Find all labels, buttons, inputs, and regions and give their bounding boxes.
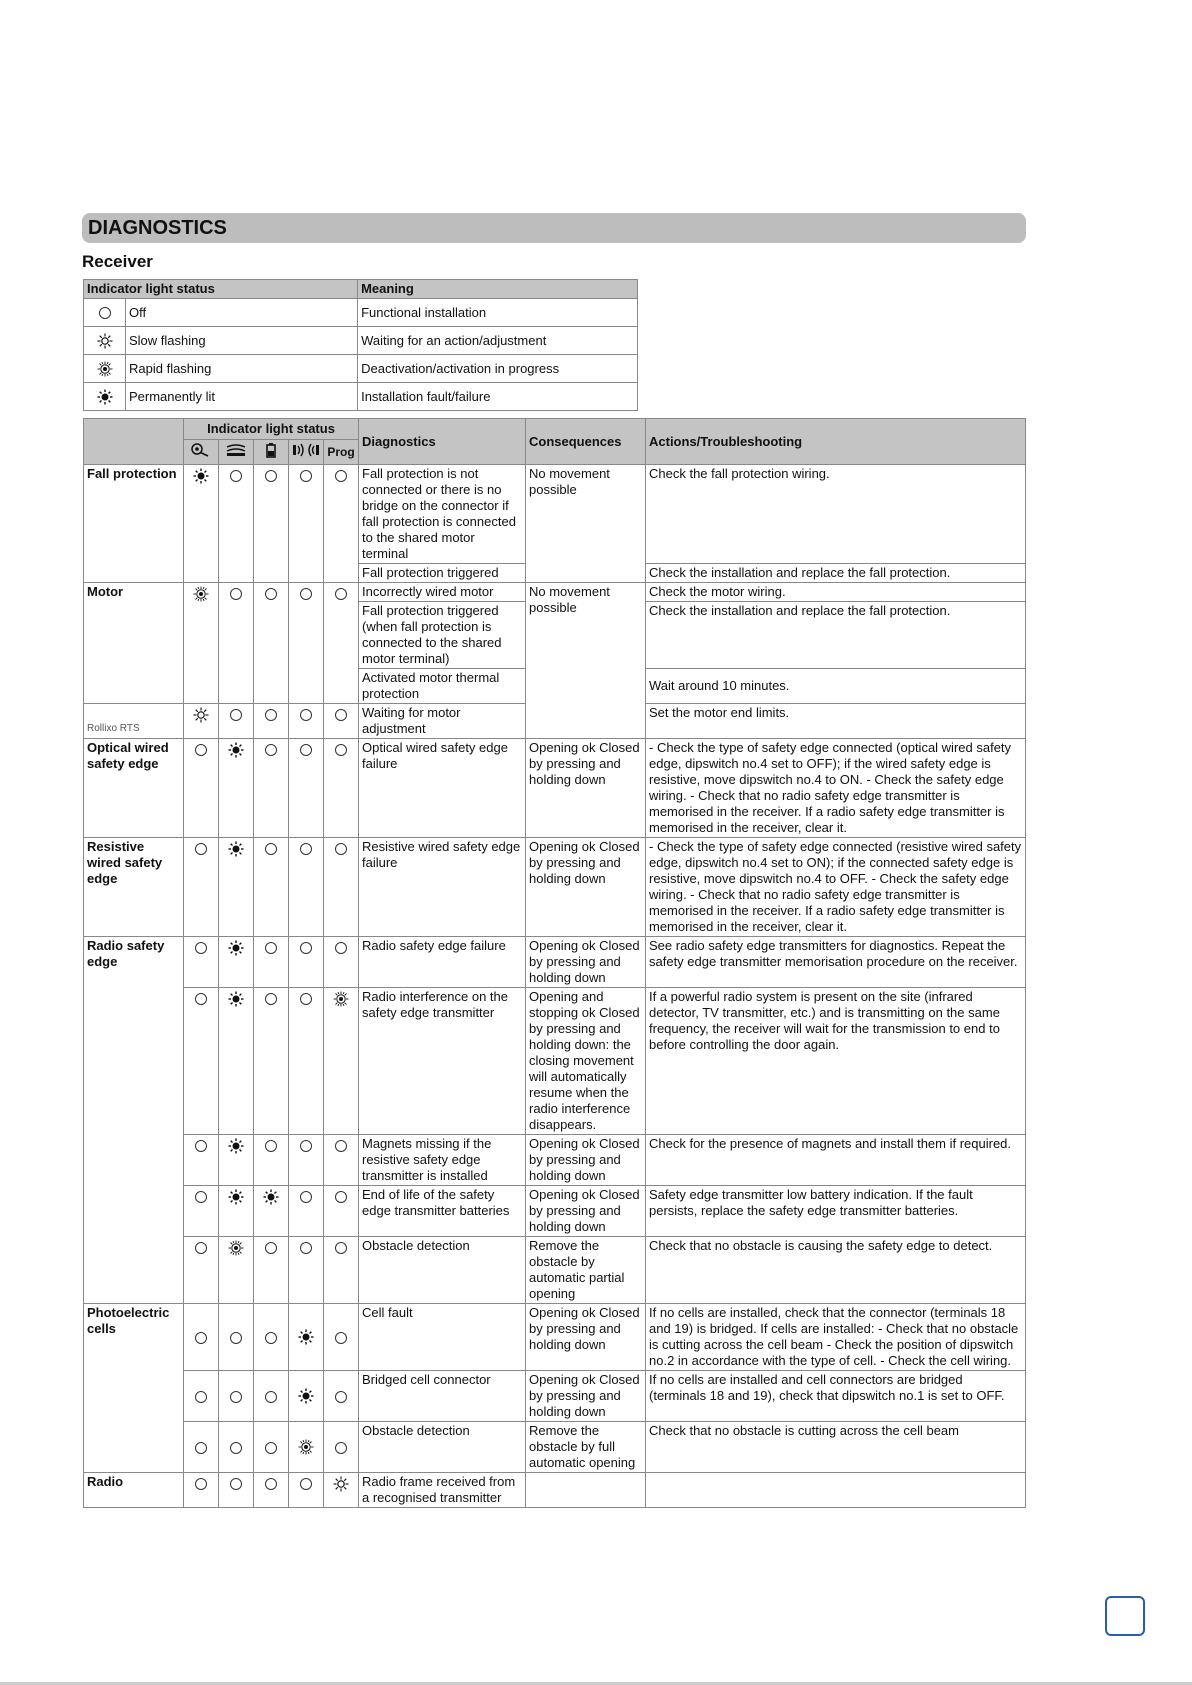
consequences-cell: No movement possible: [526, 583, 646, 739]
off-icon: [324, 937, 359, 988]
actions-cell: Check that no obstacle is cutting across the cell beam: [646, 1422, 1026, 1473]
table-row: [84, 988, 1026, 1135]
consequences-cell: Opening ok Closed by pressing and holding down: [526, 1186, 646, 1237]
actions-cell: Set the motor end limits.: [646, 704, 1026, 739]
table-row: [84, 1371, 1026, 1422]
diagnostics-cell: Resistive wired safety edge failure: [359, 838, 526, 937]
consequences-cell: Remove the obstacle by full automatic opening: [526, 1422, 646, 1473]
table-row: [84, 1473, 1026, 1508]
off-icon: [184, 988, 219, 1135]
off-icon: [184, 937, 219, 988]
legend-header-row: [84, 280, 638, 299]
legend-meaning: Installation fault/failure: [358, 383, 638, 411]
off-icon: [219, 1473, 254, 1508]
slow-flash-icon: [84, 327, 126, 355]
off-icon: [254, 1237, 289, 1304]
off-icon: [254, 465, 289, 583]
off-icon: [254, 739, 289, 838]
legend-status: Off: [126, 299, 358, 327]
rapid-flash-icon: [184, 583, 219, 704]
consequences-cell: Opening ok Closed by pressing and holding down: [526, 1371, 646, 1422]
table-row: [84, 838, 1026, 937]
table-row: [84, 1422, 1026, 1473]
diagnostics-cell: Fall protection is not connected or there is no bridge on the connector if fall protection is connected to the shared motor terminal: [359, 465, 526, 564]
off-icon: [324, 704, 359, 739]
off-icon: [219, 1371, 254, 1422]
header-diagnostics: Diagnostics: [359, 419, 526, 465]
off-icon: [184, 1186, 219, 1237]
category-cell: Radio: [84, 1473, 184, 1508]
actions-cell: Check the fall protection wiring.: [646, 465, 1026, 564]
consequences-cell: Opening and stopping ok Closed by pressing and holding down: the closing movement will automatically resume when the radio interference disappears.: [526, 988, 646, 1135]
category-cell: Fall protection: [84, 465, 184, 583]
header-status: Indicator light status: [184, 419, 359, 440]
table-row: [84, 465, 1026, 564]
legend-meaning: Functional installation: [358, 299, 638, 327]
consequences-cell: No movement possible: [526, 465, 646, 583]
battery-icon: [254, 440, 289, 465]
category-cell: Optical wired safety edge: [84, 739, 184, 838]
actions-cell: Check the motor wiring.: [646, 583, 1026, 602]
slow-flash-icon: [184, 704, 219, 739]
off-icon: [219, 465, 254, 583]
actions-cell: If a powerful radio system is present on the site (infrared detector, TV transmitter, etc.) and is transmitting on the same frequency, the receiver will wait for the transmission to end to before controlling the door again.: [646, 988, 1026, 1135]
diagnostics-cell: Fall protection triggered (when fall protection is connected to the shared motor terminal): [359, 602, 526, 669]
off-icon: [254, 1473, 289, 1508]
lit-icon: [289, 1304, 324, 1371]
category-cell: Motor: [84, 583, 184, 704]
header-consequences: Consequences: [526, 419, 646, 465]
off-icon: [324, 1371, 359, 1422]
diagnostics-cell: Optical wired safety edge failure: [359, 739, 526, 838]
off-icon: [184, 739, 219, 838]
off-icon: [254, 1304, 289, 1371]
key-icon: [184, 440, 219, 465]
off-icon: [324, 1422, 359, 1473]
diagnostics-cell: Magnets missing if the resistive safety edge transmitter is installed: [359, 1135, 526, 1186]
legend-meaning: Deactivation/activation in progress: [358, 355, 638, 383]
off-icon: [289, 583, 324, 704]
off-icon: [219, 583, 254, 704]
actions-cell: Wait around 10 minutes.: [646, 669, 1026, 704]
table-row: [84, 1135, 1026, 1186]
off-icon: [184, 1135, 219, 1186]
page-number-box: [1105, 1596, 1145, 1636]
actions-cell: Check the installation and replace the fall protection.: [646, 602, 1026, 669]
legend-status: Slow flashing: [126, 327, 358, 355]
off-icon: [289, 1237, 324, 1304]
legend-row: [84, 327, 638, 355]
off-icon: [324, 1237, 359, 1304]
off-icon: [289, 1473, 324, 1508]
off-icon: [324, 838, 359, 937]
diagnostics-cell: Activated motor thermal protection: [359, 669, 526, 704]
diagnostics-cell: Obstacle detection: [359, 1422, 526, 1473]
off-icon: [254, 583, 289, 704]
section-title: DIAGNOSTICS: [88, 217, 227, 239]
off-icon: [254, 704, 289, 739]
rapid-flash-icon: [289, 1422, 324, 1473]
off-icon: [289, 838, 324, 937]
lit-icon: [219, 1186, 254, 1237]
off-icon: [254, 937, 289, 988]
actions-cell: If no cells are installed, check that the connector (terminals 18 and 19) is bridged. If cells are installed: - Check that no obstacle is cutting across the cell beam - Check the position of dipswitch no.2 in accordance with the type of cell. - Check the cell wiring.: [646, 1304, 1026, 1371]
off-icon: [289, 465, 324, 583]
off-icon: [324, 583, 359, 704]
off-icon: [289, 1135, 324, 1186]
actions-cell: Check for the presence of magnets and install them if required.: [646, 1135, 1026, 1186]
diagnostics-cell: Waiting for motor adjustment: [359, 704, 526, 739]
cells-icon: [289, 440, 324, 465]
consequences-cell: Opening ok Closed by pressing and holding down: [526, 1304, 646, 1371]
off-icon: [254, 1135, 289, 1186]
lit-icon: [219, 937, 254, 988]
off-icon: [324, 1135, 359, 1186]
diagnostics-cell: Bridged cell connector: [359, 1371, 526, 1422]
category-note: [84, 704, 184, 739]
off-icon: [84, 299, 126, 327]
off-icon: [254, 1422, 289, 1473]
lit-icon: [184, 465, 219, 583]
table-header-row: [84, 419, 1026, 440]
rapid-flash-icon: [324, 988, 359, 1135]
legend-col-meaning: Meaning: [358, 280, 638, 299]
diagnostics-cell: End of life of the safety edge transmitter batteries: [359, 1186, 526, 1237]
actions-cell: [646, 1473, 1026, 1508]
actions-cell: Safety edge transmitter low battery indication. If the fault persists, replace the safety edge transmitter batteries.: [646, 1186, 1026, 1237]
off-icon: [219, 704, 254, 739]
section-header: [82, 213, 1026, 243]
diagnostics-cell: Cell fault: [359, 1304, 526, 1371]
lit-icon: [289, 1371, 324, 1422]
legend-col-status: Indicator light status: [84, 280, 358, 299]
consequences-cell: Remove the obstacle by automatic partial opening: [526, 1237, 646, 1304]
actions-cell: Check that no obstacle is causing the safety edge to detect.: [646, 1237, 1026, 1304]
off-icon: [324, 739, 359, 838]
actions-cell: Check the installation and replace the fall protection.: [646, 564, 1026, 583]
diagnostics-cell: Obstacle detection: [359, 1237, 526, 1304]
table-row: [84, 1186, 1026, 1237]
header-actions: Actions/Troubleshooting: [646, 419, 1026, 465]
off-icon: [254, 838, 289, 937]
lit-icon: [84, 383, 126, 411]
off-icon: [289, 937, 324, 988]
off-icon: [289, 1186, 324, 1237]
consequences-cell: [526, 1473, 646, 1508]
legend-status: Rapid flashing: [126, 355, 358, 383]
off-icon: [254, 1371, 289, 1422]
off-icon: [184, 1304, 219, 1371]
off-icon: [219, 1304, 254, 1371]
off-icon: [184, 1473, 219, 1508]
table-row: [84, 1304, 1026, 1371]
off-icon: [254, 988, 289, 1135]
header-category: [84, 419, 184, 465]
lit-icon: [219, 838, 254, 937]
legend-row: [84, 299, 638, 327]
off-icon: [184, 838, 219, 937]
off-icon: [289, 988, 324, 1135]
diagnostics-cell: Incorrectly wired motor: [359, 583, 526, 602]
consequences-cell: Opening ok Closed by pressing and holding down: [526, 1135, 646, 1186]
rapid-flash-icon: [84, 355, 126, 383]
safety-edge-icon: [219, 440, 254, 465]
actions-cell: - Check the type of safety edge connected (optical wired safety edge, dipswitch no.4 set to OFF); if the wired safety edge is resistive, move dipswitch no.4 to ON. - Check the safety edge wiring. - Check that no radio safety edge transmitter is memorised in the receiver. If a radio safety edge transmitter is memorised in the receiver, clear it.: [646, 739, 1026, 838]
legend-table: [83, 279, 638, 411]
diagnostics-cell: Radio frame received from a recognised transmitter: [359, 1473, 526, 1508]
category-cell: Photoelectric cells: [84, 1304, 184, 1473]
off-icon: [324, 1304, 359, 1371]
diagnostics-cell: Radio interference on the safety edge transmitter: [359, 988, 526, 1135]
lit-icon: [219, 988, 254, 1135]
off-icon: [289, 739, 324, 838]
consequences-cell: Opening ok Closed by pressing and holding down: [526, 937, 646, 988]
diagnostics-table: [83, 418, 1026, 1508]
legend-meaning: Waiting for an action/adjustment: [358, 327, 638, 355]
off-icon: [324, 465, 359, 583]
table-row: [84, 937, 1026, 988]
prog-label: Prog: [324, 440, 359, 465]
off-icon: [184, 1422, 219, 1473]
table-row: [84, 583, 1026, 602]
off-icon: [289, 704, 324, 739]
off-icon: [184, 1237, 219, 1304]
consequences-cell: Opening ok Closed by pressing and holding down: [526, 838, 646, 937]
actions-cell: See radio safety edge transmitters for diagnostics. Repeat the safety edge transmitter memorisation procedure on the receiver.: [646, 937, 1026, 988]
legend-row: [84, 355, 638, 383]
rapid-flash-icon: [219, 1237, 254, 1304]
diagnostics-cell: Fall protection triggered: [359, 564, 526, 583]
legend-row: [84, 383, 638, 411]
actions-cell: - Check the type of safety edge connected (resistive wired safety edge, dipswitch no.4 set to ON); if the connected safety edge is resistive, move dipswitch no.4 to OFF. - Check the safety edge wiring. - Check that no radio safety edge transmitter is memorised in the receiver. If a radio safety edge transmitter is memorised in the receiver, clear it.: [646, 838, 1026, 937]
lit-icon: [219, 739, 254, 838]
subsection-title: Receiver: [82, 252, 153, 271]
actions-cell: If no cells are installed and cell connectors are bridged (terminals 18 and 19), check that dipswitch no.1 is set to OFF.: [646, 1371, 1026, 1422]
lit-icon: [219, 1135, 254, 1186]
consequences-cell: Opening ok Closed by pressing and holding down: [526, 739, 646, 838]
model-note: Rollixo RTS: [87, 723, 140, 734]
legend-status: Permanently lit: [126, 383, 358, 411]
off-icon: [184, 1371, 219, 1422]
slow-flash-icon: [324, 1473, 359, 1508]
table-row: [84, 1237, 1026, 1304]
category-cell: Radio safety edge: [84, 937, 184, 1304]
lit-icon: [254, 1186, 289, 1237]
category-cell: Resistive wired safety edge: [84, 838, 184, 937]
diagnostics-cell: Radio safety edge failure: [359, 937, 526, 988]
off-icon: [219, 1422, 254, 1473]
off-icon: [324, 1186, 359, 1237]
table-row: [84, 739, 1026, 838]
